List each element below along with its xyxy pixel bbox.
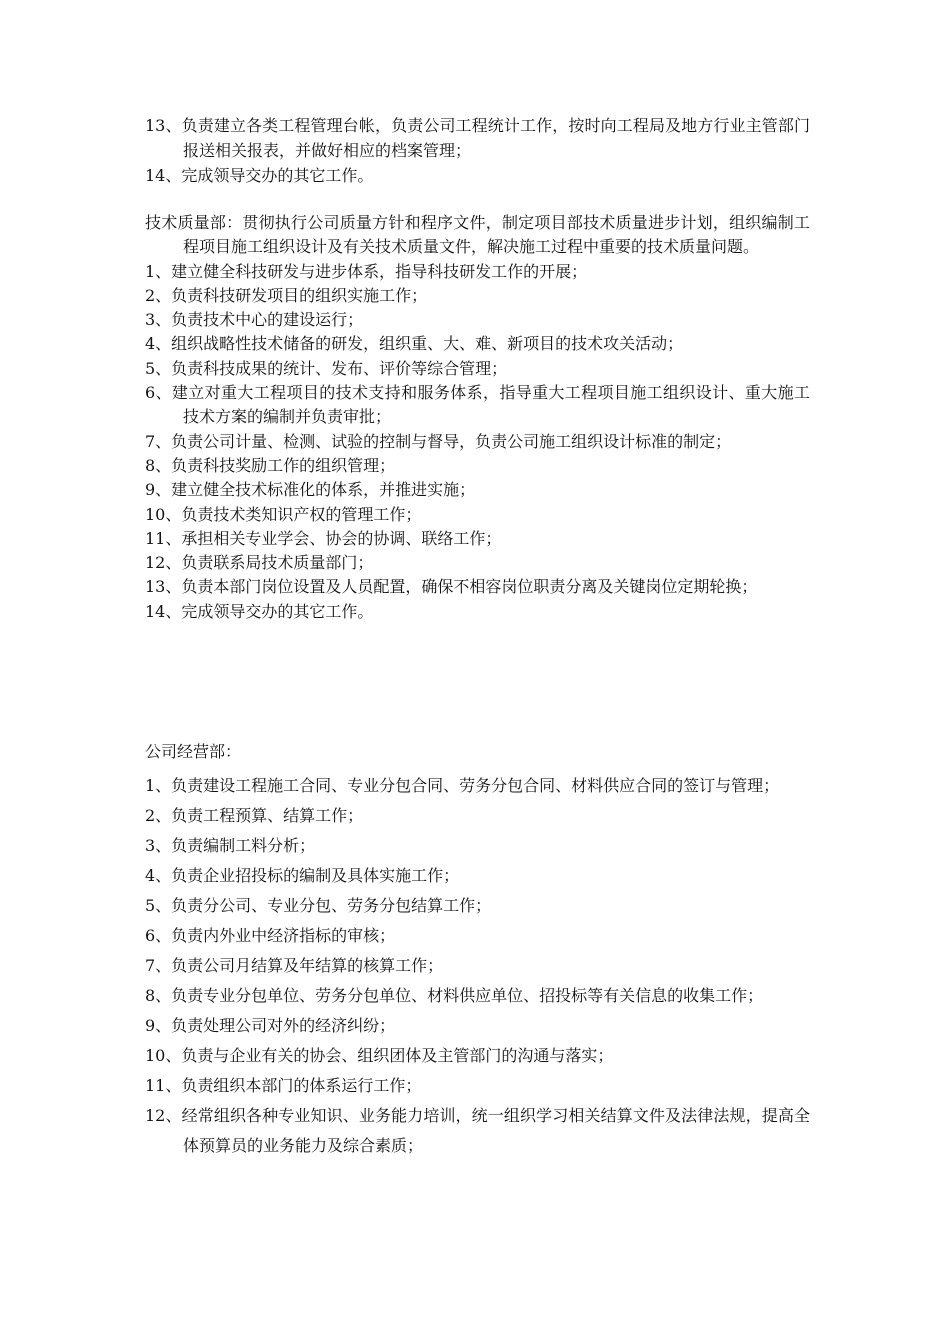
list-item: 12、经常组织各种专业知识、业务能力培训，统一组织学习相关结算文件及法律法规，提高全体预算员的业务能力及综合素质； bbox=[145, 1106, 810, 1155]
engineering-duties-continued bbox=[145, 113, 810, 188]
list-item: 10、负责与企业有关的协会、组织团体及主管部门的沟通与落实； bbox=[145, 1046, 614, 1065]
list-item: 6、负责内外业中经济指标的审核； bbox=[145, 926, 396, 945]
list-item: 7、负责公司计量、检测、试验的控制与督导，负责公司施工组织设计标准的制定； bbox=[145, 431, 732, 451]
list-item: 12、负责联系局技术质量部门； bbox=[145, 553, 374, 573]
list-item: 3、负责编制工料分析； bbox=[145, 836, 316, 855]
list-item: 9、负责处理公司对外的经济纠纷； bbox=[145, 1016, 396, 1035]
list-item: 10、负责技术类知识产权的管理工作； bbox=[145, 504, 422, 524]
list-item: 5、负责科技成果的统计、发布、评价等综合管理； bbox=[145, 358, 508, 378]
list-item: 1、建立健全科技研发与进步体系，指导科技研发工作的开展； bbox=[145, 261, 588, 281]
list-item: 8、负责专业分包单位、劳务分包单位、材料供应单位、招投标等有关信息的收集工作； bbox=[145, 986, 764, 1005]
business-department-section bbox=[145, 741, 810, 1161]
list-item: 8、负责科技奖励工作的组织管理； bbox=[145, 455, 396, 475]
list-item: 9、建立健全技术标准化的体系，并推进实施； bbox=[145, 480, 476, 500]
list-item: 2、负责工程预算、结算工作； bbox=[145, 806, 364, 825]
list-item: 7、负责公司月结算及年结算的核算工作； bbox=[145, 956, 444, 975]
list-item: 5、负责分公司、专业分包、劳务分包结算工作； bbox=[145, 896, 492, 915]
list-item: 6、建立对重大工程项目的技术支持和服务体系，指导重大工程项目施工组织设计、重大施工技术方案的编制并负责审批； bbox=[145, 383, 810, 427]
list-item: 4、负责企业招投标的编制及具体实施工作； bbox=[145, 866, 460, 885]
list-item: 14、完成领导交办的其它工作。 bbox=[145, 166, 374, 185]
list-item: 3、负责技术中心的建设运行； bbox=[145, 310, 364, 330]
section-heading: 技术质量部：贯彻执行公司质量方针和程序文件，制定项目部技术质量进步计划，组织编制工程项目施工组织设计及有关技术质量文件，解决施工过程中重要的技术质量问题。 bbox=[145, 213, 810, 257]
list-item: 1、负责建设工程施工合同、专业分包合同、劳务分包合同、材料供应合同的签订与管理； bbox=[145, 776, 780, 795]
list-item: 11、负责组织本部门的体系运行工作； bbox=[145, 1076, 422, 1095]
technical-quality-section bbox=[145, 211, 810, 624]
list-item: 2、负责科技研发项目的组织实施工作； bbox=[145, 285, 428, 305]
list-item: 4、组织战略性技术储备的研发，组织重、大、难、新项目的技术攻关活动； bbox=[145, 334, 684, 354]
list-item: 11、承担相关专业学会、协会的协调、联络工作； bbox=[145, 528, 502, 548]
list-item: 13、负责建立各类工程管理台帐，负责公司工程统计工作，按时向工程局及地方行业主管部门报送相关报表，并做好相应的档案管理； bbox=[145, 116, 810, 160]
list-item: 14、完成领导交办的其它工作。 bbox=[145, 601, 374, 621]
section-heading: 公司经营部： bbox=[145, 742, 242, 761]
list-item: 13、负责本部门岗位设置及人员配置，确保不相容岗位职责分离及关键岗位定期轮换； bbox=[145, 577, 758, 597]
